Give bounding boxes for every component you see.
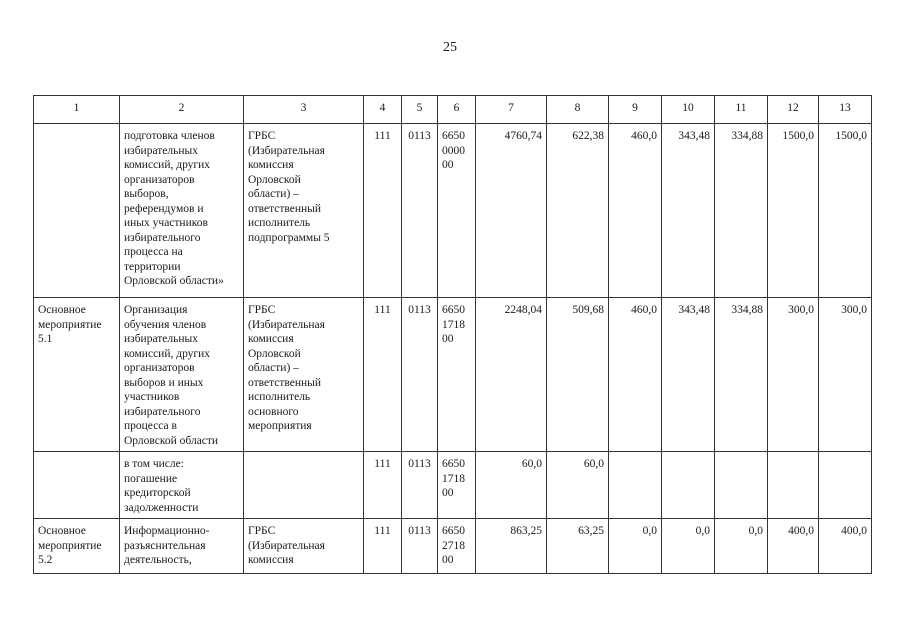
header-row (34, 96, 872, 124)
cell-description: Информационно- разъяснительная деятельность, (120, 519, 244, 574)
cell-value-12: 400,0 (768, 519, 819, 574)
cell-value-12: 300,0 (768, 298, 819, 452)
page-number: 25 (443, 40, 457, 55)
table-row (34, 452, 872, 519)
cell-total: 863,25 (476, 519, 547, 574)
cell-target-code: 6650 1718 00 (438, 298, 476, 452)
cell-value-8: 60,0 (547, 452, 609, 519)
cell-value-10 (662, 452, 715, 519)
header-col-6: 6 (438, 96, 476, 124)
cell-value-13: 1500,0 (819, 124, 872, 298)
cell-executor (244, 452, 364, 519)
cell-section-code: 0113 (402, 519, 438, 574)
cell-total: 4760,74 (476, 124, 547, 298)
header-col-9: 9 (609, 96, 662, 124)
cell-value-12 (768, 452, 819, 519)
table-row (34, 298, 872, 452)
cell-grbs-code: 111 (364, 124, 402, 298)
cell-value-13: 400,0 (819, 519, 872, 574)
cell-section-code: 0113 (402, 124, 438, 298)
cell-target-code: 6650 1718 00 (438, 452, 476, 519)
cell-section-code: 0113 (402, 298, 438, 452)
cell-executor: ГРБС (Избирательная комиссия (244, 519, 364, 574)
header-col-10: 10 (662, 96, 715, 124)
header-col-2: 2 (120, 96, 244, 124)
cell-grbs-code: 111 (364, 452, 402, 519)
cell-value-9: 460,0 (609, 124, 662, 298)
header-col-3: 3 (244, 96, 364, 124)
cell-value-9: 460,0 (609, 298, 662, 452)
header-col-12: 12 (768, 96, 819, 124)
cell-executor: ГРБС (Избирательная комиссия Орловской области) – ответственный исполнитель основного мероприятия (244, 298, 364, 452)
cell-value-11: 0,0 (715, 519, 768, 574)
cell-total: 2248,04 (476, 298, 547, 452)
header-col-4: 4 (364, 96, 402, 124)
cell-value-10: 343,48 (662, 298, 715, 452)
header-col-8: 8 (547, 96, 609, 124)
cell-value-9: 0,0 (609, 519, 662, 574)
cell-value-8: 63,25 (547, 519, 609, 574)
cell-section-code: 0113 (402, 452, 438, 519)
cell-target-code: 6650 2718 00 (438, 519, 476, 574)
cell-value-11: 334,88 (715, 124, 768, 298)
cell-value-13: 300,0 (819, 298, 872, 452)
header-col-5: 5 (402, 96, 438, 124)
table-row (34, 124, 872, 298)
cell-event: Основное мероприятие 5.2 (34, 519, 120, 574)
cell-value-8: 622,38 (547, 124, 609, 298)
budget-table (33, 95, 872, 574)
cell-value-12: 1500,0 (768, 124, 819, 298)
cell-value-9 (609, 452, 662, 519)
cell-event (34, 124, 120, 298)
cell-event (34, 452, 120, 519)
cell-description: Организация обучения членов избирательных комиссий, других организаторов выборов и иных участников избирательного процесса в Орловской области (120, 298, 244, 452)
cell-target-code: 6650 0000 00 (438, 124, 476, 298)
cell-grbs-code: 111 (364, 298, 402, 452)
cell-event: Основное мероприятие 5.1 (34, 298, 120, 452)
cell-value-13 (819, 452, 872, 519)
cell-executor: ГРБС (Избирательная комиссия Орловской области) – ответственный исполнитель подпрограммы 5 (244, 124, 364, 298)
header-col-11: 11 (715, 96, 768, 124)
table-row (34, 519, 872, 574)
cell-value-10: 0,0 (662, 519, 715, 574)
cell-value-11 (715, 452, 768, 519)
cell-value-10: 343,48 (662, 124, 715, 298)
header-col-7: 7 (476, 96, 547, 124)
cell-description: в том числе: погашение кредиторской задолженности (120, 452, 244, 519)
cell-value-8: 509,68 (547, 298, 609, 452)
header-col-13: 13 (819, 96, 872, 124)
cell-description: подготовка членов избирательных комиссий, других организаторов выборов, референдумов и иных участников избирательного процесса на территории Орловской области» (120, 124, 244, 298)
cell-total: 60,0 (476, 452, 547, 519)
header-col-1: 1 (34, 96, 120, 124)
cell-grbs-code: 111 (364, 519, 402, 574)
cell-value-11: 334,88 (715, 298, 768, 452)
